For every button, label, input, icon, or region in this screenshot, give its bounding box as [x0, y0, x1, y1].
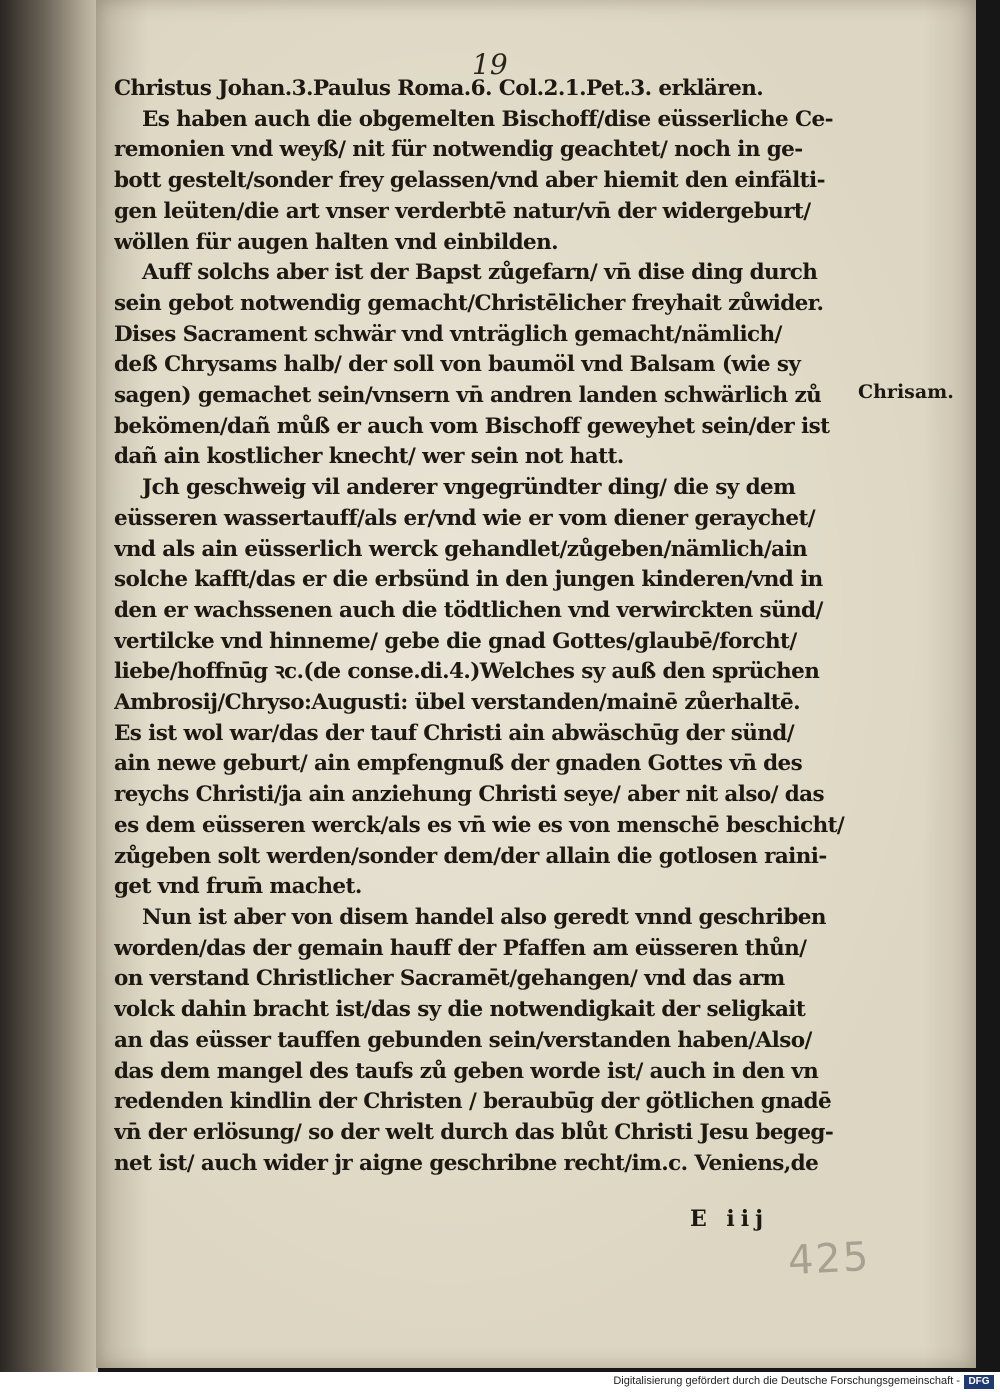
- text-line: worden/das der gemain hauff der Pfaffen am eüsseren thůn/: [114, 935, 807, 961]
- text-line: Es ist wol war/das der tauf Christi ain abwäschūg der sünd/: [114, 720, 794, 746]
- text-line: Jch geschweig vil anderer vngegründter ding/ die sy dem: [142, 475, 796, 501]
- text-line: on verstand Christlicher Sacramēt/gehangen/ vnd das arm: [114, 966, 785, 992]
- text-line: sagen) gemachet sein/vnsern vn̄ andren landen schwärlich zů: [114, 383, 822, 409]
- text-line: eüsseren wassertauff/als er/vnd wie er vom diener geraychet/: [114, 505, 816, 531]
- footer-credit: Digitalisierung gefördert durch die Deutsche Forschungsgemeinschaft -: [613, 1375, 960, 1387]
- text-line: an das eüsser tauffen gebunden sein/verstanden haben/Also/: [114, 1027, 812, 1053]
- text-line: bott gestelt/sonder frey gelassen/vnd aber hiemit den einfälti-: [114, 168, 825, 194]
- text-line: es dem eüsseren werck/als es vn̄ wie es von menschē beschicht/: [114, 812, 845, 838]
- book-binding-edge: [0, 0, 98, 1372]
- footer-strip: [0, 1372, 1000, 1392]
- text-line: vertilcke vnd hinneme/ gebe die gnad Gottes/glaubē/forcht/: [114, 628, 797, 654]
- text-line: zůgeben solt werden/sonder dem/der allain die gotlosen raini-: [114, 843, 827, 869]
- text-line: Auff solchs aber ist der Bapst zůgefarn/ vn̄ dise ding durch: [142, 260, 818, 286]
- text-line: Ambrosij/Chryso:Augusti: übel verstanden/mainē zůerhaltē.: [114, 690, 800, 716]
- text-line: liebe/hoffnūg ꝛc.(de conse.di.4.)Welches sy auß den sprüchen: [114, 659, 820, 685]
- pencil-folio-number: 425: [786, 1233, 872, 1285]
- text-line: Nun ist aber von disem handel also geredt vnnd geschriben: [142, 904, 826, 930]
- signature-mark: E iij: [690, 1206, 770, 1232]
- text-line: reychs Christi/ja ain anziehung Christi seye/ aber nit also/ das: [114, 782, 824, 808]
- text-line: vnd als ain eüsserlich werck gehandlet/zůgeben/nämlich/ain: [114, 536, 808, 562]
- body-text: [114, 74, 852, 1179]
- text-line: bekömen/dañ můß er auch vom Bischoff geweyhet sein/der ist: [114, 413, 830, 439]
- text-line: Es haben auch die obgemelten Bischoff/dise eüsserliche Ce-: [142, 106, 833, 132]
- text-line: deß Chrysams halb/ der soll von baumöl vnd Balsam (wie sy: [114, 352, 801, 378]
- text-line: sein gebot notwendig gemacht/Christēlicher freyhait zůwider.: [114, 290, 824, 316]
- text-line: gen leüten/die art vnser verderbtē natur/vn̄ der widergeburt/: [114, 198, 811, 224]
- text-line: solche kafft/das er die erbsünd in den jungen kinderen/vnd in: [114, 567, 823, 593]
- page-number: 19: [472, 48, 508, 81]
- text-line: redenden kindlin der Christen / beraubūg der götlichen gnadē: [114, 1089, 832, 1115]
- margin-note: Chrisam.: [858, 381, 954, 403]
- text-line: dañ ain kostlicher knecht/ wer sein not hatt.: [114, 444, 624, 470]
- text-line: Christus Johan.3.Paulus Roma.6. Col.2.1.Pet.3. erklären.: [114, 76, 764, 101]
- text-line: vn̄ der erlösung/ so der welt durch das blůt Christi Jesu begeg-: [114, 1119, 834, 1145]
- dfg-logo: DFG: [964, 1375, 994, 1389]
- text-line: wöllen für augen halten vnd einbilden.: [114, 229, 559, 255]
- text-line: Dises Sacrament schwär vnd vnträglich gemacht/nämlich/: [114, 321, 782, 347]
- text-line: den er wachssenen auch die tödtlichen vnd verwirckten sünd/: [114, 597, 823, 623]
- text-line: das dem mangel des taufs zů geben worde ist/ auch in den vn: [114, 1058, 819, 1084]
- text-line: remonien vnd weyß/ nit für notwendig geachtet/ noch in ge-: [114, 137, 803, 163]
- text-line: get vnd frum̄ machet.: [114, 874, 362, 900]
- text-line: volck dahin bracht ist/das sy die notwendigkait der seligkait: [114, 997, 806, 1023]
- text-line: ain newe geburt/ ain empfengnuß der gnaden Gottes vn̄ des: [114, 751, 803, 777]
- text-line: net ist/ auch wider jr aigne geschribne recht/im.c. Veniens,de: [114, 1150, 819, 1176]
